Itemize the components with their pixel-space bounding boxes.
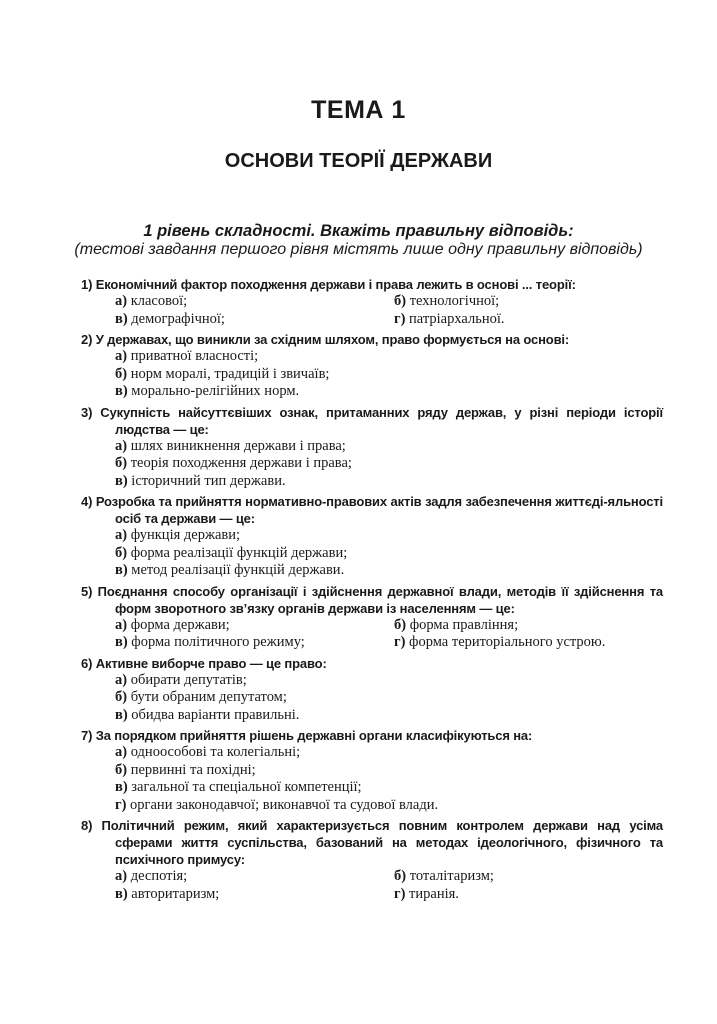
option-text: тиранія. xyxy=(409,885,459,902)
answer-option xyxy=(115,797,663,815)
question-text: 8) Політичний режим, який характеризується повним контролем держави над усіма сферами життя суспільства, базований на методах ідеологічного, фізичного та психічного примусу: xyxy=(81,818,663,867)
option-text: класової; xyxy=(130,293,188,309)
answer-options xyxy=(81,527,663,580)
question-text: 3) Сукупність найсуттєвіших ознак, притаманних ряду держав, у різні періоди історії людства — це: xyxy=(81,404,663,437)
option-letter: а) xyxy=(115,616,128,633)
option-text: обирати депутатів; xyxy=(130,671,247,688)
question-4 xyxy=(81,493,663,580)
option-letter: а) xyxy=(115,868,128,884)
option-text: загальної та спеціальної компетенції; xyxy=(131,779,362,795)
answer-option xyxy=(115,762,663,780)
answer-option xyxy=(115,293,394,311)
question-6 xyxy=(81,655,663,725)
option-text: форма держави; xyxy=(130,616,230,633)
option-letter: а) xyxy=(115,437,128,454)
answer-option xyxy=(394,311,663,329)
answer-option xyxy=(115,527,663,545)
answer-option xyxy=(115,868,394,886)
answer-option xyxy=(115,311,394,329)
questions-list xyxy=(81,276,663,903)
option-text: патріархальної. xyxy=(409,310,505,327)
option-text: форма правління; xyxy=(409,616,519,633)
option-text: форма реалізації функцій держави; xyxy=(130,544,348,561)
question-text: 4) Розробка та прийняття нормативно-правових актів задля забезпечення життєді-яльності осіб та держави — це: xyxy=(81,494,663,526)
question-2 xyxy=(81,331,663,401)
option-text: морально-релігійних норм. xyxy=(131,383,300,399)
question-5 xyxy=(81,583,663,652)
option-text: функція держави; xyxy=(130,527,241,543)
option-letter: в) xyxy=(115,779,128,795)
difficulty-level-title: 1 рівень складності. Вкажіть правильну відповідь: xyxy=(143,222,574,240)
answer-option xyxy=(115,634,394,652)
option-text: приватної власності; xyxy=(130,348,259,364)
option-text: форма політичного режиму; xyxy=(131,634,305,650)
option-text: теорія походження держави і права; xyxy=(130,455,352,471)
answer-options xyxy=(81,868,663,903)
option-text: органи законодавчої; виконавчої та судової влади. xyxy=(130,796,439,813)
option-text: демографічної; xyxy=(131,310,225,327)
option-letter: а) xyxy=(115,348,128,364)
question-1 xyxy=(81,276,663,328)
option-text: історичний тип держави. xyxy=(131,472,286,489)
chapter-title: ОСНОВИ ТЕОРІЇ ДЕРЖАВИ xyxy=(224,150,493,172)
question-7 xyxy=(81,727,663,814)
option-letter: г) xyxy=(115,796,127,813)
answer-option xyxy=(115,707,663,725)
option-text: форма територіального устрою. xyxy=(409,634,606,650)
option-letter: в) xyxy=(115,634,128,650)
answer-option xyxy=(115,348,663,366)
option-text: первинні та похідні; xyxy=(130,761,256,778)
answer-options xyxy=(81,348,663,401)
answer-option xyxy=(115,562,663,580)
answer-option xyxy=(115,455,663,473)
answer-option xyxy=(115,886,394,904)
option-letter: г) xyxy=(394,885,406,902)
option-letter: г) xyxy=(394,634,406,650)
answer-option xyxy=(115,617,394,635)
chapter-number: ТЕМА 1 xyxy=(311,96,406,124)
answer-option xyxy=(115,779,663,797)
option-letter: б) xyxy=(394,293,407,309)
option-letter: в) xyxy=(115,383,128,399)
option-letter: в) xyxy=(115,472,128,489)
answer-option xyxy=(394,886,663,904)
question-3 xyxy=(81,404,663,491)
answer-option xyxy=(115,672,663,690)
option-letter: в) xyxy=(115,310,128,327)
option-text: бути обраним депутатом; xyxy=(130,689,287,705)
answer-option xyxy=(115,744,663,762)
answer-options xyxy=(81,617,663,652)
question-text: 2) У державах, що виникли за східним шляхом, право формується на основі: xyxy=(81,332,570,347)
option-text: деспотія; xyxy=(130,868,188,884)
option-text: метод реалізації функцій держави. xyxy=(131,562,345,578)
option-letter: г) xyxy=(394,310,406,327)
option-letter: б) xyxy=(115,365,128,382)
option-text: тоталітаризм; xyxy=(409,868,494,884)
option-text: одноособові та колегіальні; xyxy=(130,744,301,760)
option-text: норм моралі, традицій і звичаїв; xyxy=(130,365,330,382)
answer-option xyxy=(394,617,663,635)
question-text: 7) За порядком прийняття рішень державні органи класифікуються на: xyxy=(81,728,533,743)
answer-option xyxy=(115,383,663,401)
option-text: обидва варіанти правильні. xyxy=(131,706,300,723)
option-text: технологічної; xyxy=(409,293,500,309)
question-8 xyxy=(81,817,663,903)
option-text: шлях виникнення держави і права; xyxy=(130,437,346,454)
answer-option xyxy=(115,366,663,384)
answer-options xyxy=(81,293,663,328)
answer-option xyxy=(394,293,663,311)
option-letter: а) xyxy=(115,293,128,309)
answer-option xyxy=(115,473,663,491)
answer-options xyxy=(81,672,663,725)
question-text: 6) Активне виборче право — це право: xyxy=(81,655,327,671)
difficulty-level-note: (тестові завдання першого рівня містять лише одну правильну відповідь) xyxy=(74,241,643,258)
option-letter: в) xyxy=(115,562,128,578)
answer-option xyxy=(115,545,663,563)
option-letter: б) xyxy=(115,455,128,471)
option-letter: в) xyxy=(115,885,128,902)
option-letter: а) xyxy=(115,671,128,688)
option-letter: б) xyxy=(115,689,128,705)
question-text: 1) Економічний фактор походження держави і права лежить в основі ... теорії: xyxy=(81,277,576,292)
answer-option xyxy=(115,689,663,707)
answer-options xyxy=(81,744,663,814)
option-letter: в) xyxy=(115,706,128,723)
option-letter: а) xyxy=(115,527,128,543)
option-letter: б) xyxy=(115,544,128,561)
answer-option xyxy=(115,438,663,456)
option-letter: б) xyxy=(394,616,407,633)
option-letter: б) xyxy=(394,868,407,884)
answer-options xyxy=(81,438,663,491)
answer-option xyxy=(394,634,663,652)
option-letter: б) xyxy=(115,761,128,778)
answer-option xyxy=(394,868,663,886)
option-letter: а) xyxy=(115,744,128,760)
option-text: авторитаризм; xyxy=(131,885,220,902)
question-text: 5) Поєднання способу організації і здійснення державної влади, методів її здійснення та форм зворотного зв’язку органів держави із населенням — це: xyxy=(81,583,663,616)
